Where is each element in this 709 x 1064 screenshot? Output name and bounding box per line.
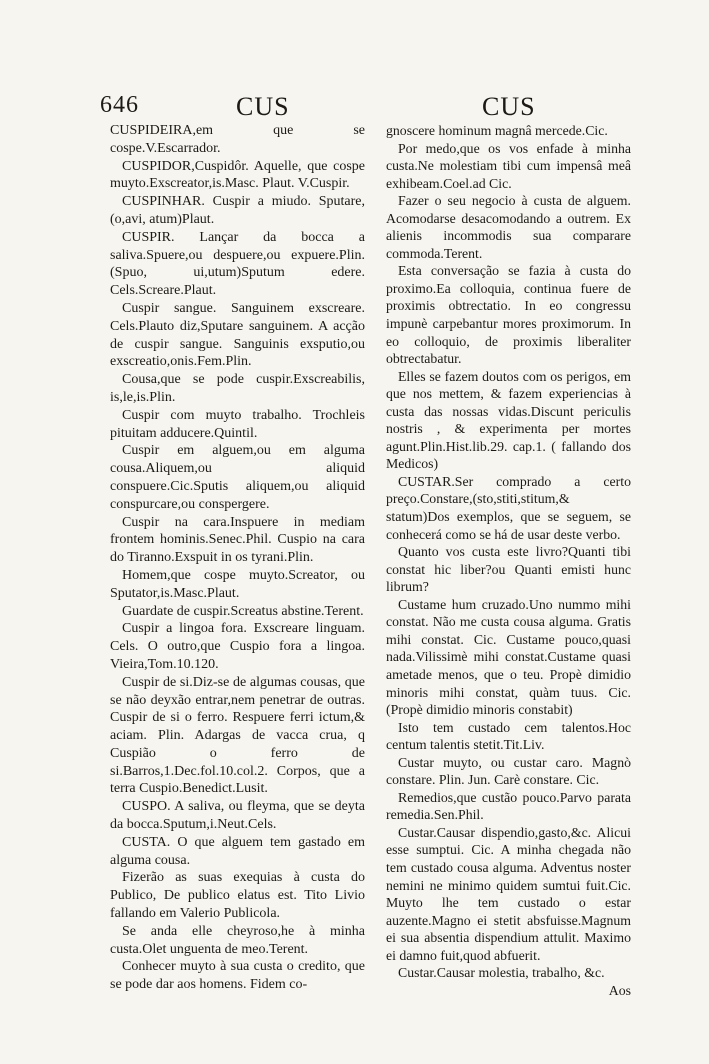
dictionary-entry: Fizerão as suas exequias à custa do Publico, De publico elatus est. Tito Livio fallando em Valerio Publicola. [110, 870, 365, 922]
dictionary-entry: CUSPIR. Lançar da bocca a saliva.Spuere,ou despuere,ou expuere.Plin. (Spuo, ui,utum)Sputum edere. Cels.Screare.Plaut. [110, 229, 365, 299]
dictionary-entry: Aos [608, 982, 631, 998]
dictionary-entry: Guardate de cuspir.Screatus abstine.Terent. [122, 603, 364, 619]
dictionary-entry: Cuspir com muyto trabalho. Trochleis pituitam adducere.Quintil. [110, 407, 365, 441]
dictionary-entry: Cuspir a lingoa fora. Exscreare linguam. Cels. O outro,que Cuspio fora a lingoa. Vieira,Tom.10.120. [110, 621, 365, 672]
left-running-head: CUS [236, 92, 290, 121]
left-column [110, 122, 365, 994]
right-column [386, 122, 631, 999]
dictionary-entry: Se anda elle cheyroso,he à minha custa.Olet unguenta de meo.Terent. [110, 923, 365, 957]
dictionary-entry: Cuspir sangue. Sanguinem exscreare. Cels.Plauto diz,Sputare sanguinem. A acção de cuspir sangue. Sanguinis exsputio,ou exscreatio,onis.Fem.Plin. [110, 300, 365, 370]
dictionary-entry: Custar.Causar dispendio,gasto,&c. Alicui esse sumptui. Cic. A minha chegada não tem custado cousa alguma. Adventus noster nemini ne minimo quidem sumtui fuit.Cic. Muyto lhe tem custado o estar auzente.Magno ei stetit absfuisse.Magnum ei sua absentia dispendium attulit. Maximo ei damno fuit,quod abfuerit. [386, 824, 631, 963]
dictionary-entry: CUSTA. O que alguem tem gastado em alguma cousa. [110, 834, 365, 868]
dictionary-entry: Homem,que cospe muyto.Screator, ou Sputator,is.Masc.Plaut. [110, 567, 365, 601]
dictionary-entry: CUSPO. A saliva, ou fleyma, que se deyta da bocca.Sputum,i.Neut.Cels. [110, 799, 365, 833]
dictionary-entry: Remedios,que custão pouco.Parvo parata remedia.Sen.Phil. [386, 789, 631, 823]
dictionary-entry: gnoscere hominum magnâ mercede.Cic. [386, 123, 608, 138]
dictionary-entry: Fazer o seu negocio à custa de alguem. Acomodarse desacomodando a outrem. Ex alienis incommodis sua comparare commoda.Terent. [386, 193, 631, 261]
dictionary-entry: Elles se fazem doutos com os perigos, em que nos mettem, & fazem experiencias à custa das nossas vidas.Discunt periculis nostris , & experimenta per mortes agunt.Plin.Hist.lib.29. cap.1. ( fallando dos Medicos) [386, 368, 631, 472]
dictionary-entry: Conhecer muyto à sua custa o credito, que se pode dar aos homens. Fidem co- [110, 959, 365, 993]
dictionary-entry: Cuspir de si.Diz-se de algumas cousas, que se não deyxão entrar,nem penetrar de outras. Cuspir de si o ferro. Respuere ferri ictum,& aciam. Plin. Adargas de vacca crua, q Cuspião o ferro de si.Barros,1.Dec.fol.10.col.2. Corpos, que a terra Cuspio.Benedict.Lusit. [110, 674, 365, 797]
dictionary-entry: CUSPINHAR. Cuspir a miudo. Sputare,(o,avi, atum)Plaut. [110, 194, 365, 227]
dictionary-entry: Esta conversação se fazia à custa do proximo.Ea colloquia, continua fuere de proximis obtrectatio. In eo congressu impunè carpebantur mores proximorum. In eo colloquio, de proximis liberaliter obtrectabatur. [386, 263, 631, 367]
dictionary-entry: Custar muyto, ou custar caro. Magnò constare. Plin. Jun. Carè constare. Cic. [386, 754, 631, 788]
dictionary-entry: Isto tem custado cem talentos.Hoc centum talentis stetit.Tit.Liv. [386, 719, 631, 753]
dictionary-entry: CUSPIDEIRA,em que se cospe.V.Escarrador. [110, 123, 365, 156]
dictionary-entry: Custame hum cruzado.Uno nummo mihi constat. Não me custa cousa alguma. Gratis mihi constat. Cic. Custame pouco,quasi nada.Vilissimè mihi constat.Custame quasi ametade menos, que o teu. Propè dimidio minoris mihi constat, quàm tuus. Cic. (Propè dimidio minoris constabit) [386, 596, 631, 718]
dictionary-entry: Por medo,que os vos enfade à minha custa.Ne molestiam tibi cum impensâ meâ exhibeam.Coel.ad Cic. [386, 140, 631, 191]
dictionary-entry: Cuspir na cara.Inspuere in mediam frontem hominis.Senec.Phil. Cuspio na cara do Tiranno.Exspuit in os tyrani.Plin. [110, 514, 365, 566]
dictionary-entry: CUSPIDOR,Cuspidôr. Aquelle, que cospe muyto.Exscreator,is.Masc. Plaut. V.Cuspir. [110, 158, 365, 192]
dictionary-entry: Cousa,que se pode cuspir.Exscreabilis, is,le,is.Plin. [110, 372, 365, 405]
dictionary-entry: Custar.Causar molestia, trabalho, &c. [398, 965, 605, 981]
dictionary-entry: Cuspir em alguem,ou em alguma cousa.Aliquem,ou aliquid conspuere.Cic.Sputis aliquem,ou aliquid conspurcare,ou conspergere. [110, 443, 365, 512]
right-running-head: CUS [482, 92, 536, 121]
dictionary-entry: Quanto vos custa este livro?Quanti tibi constat hic liber?ou Quanti emisti hunc librum? [386, 544, 631, 595]
page-number: 646 [100, 92, 139, 118]
dictionary-entry: CUSTAR.Ser comprado a certo preço.Constare,(sto,stiti,stitum,& statum)Dos exemplos, que se seguem, se conhecerá como se há de usar deste verbo. [386, 473, 631, 542]
